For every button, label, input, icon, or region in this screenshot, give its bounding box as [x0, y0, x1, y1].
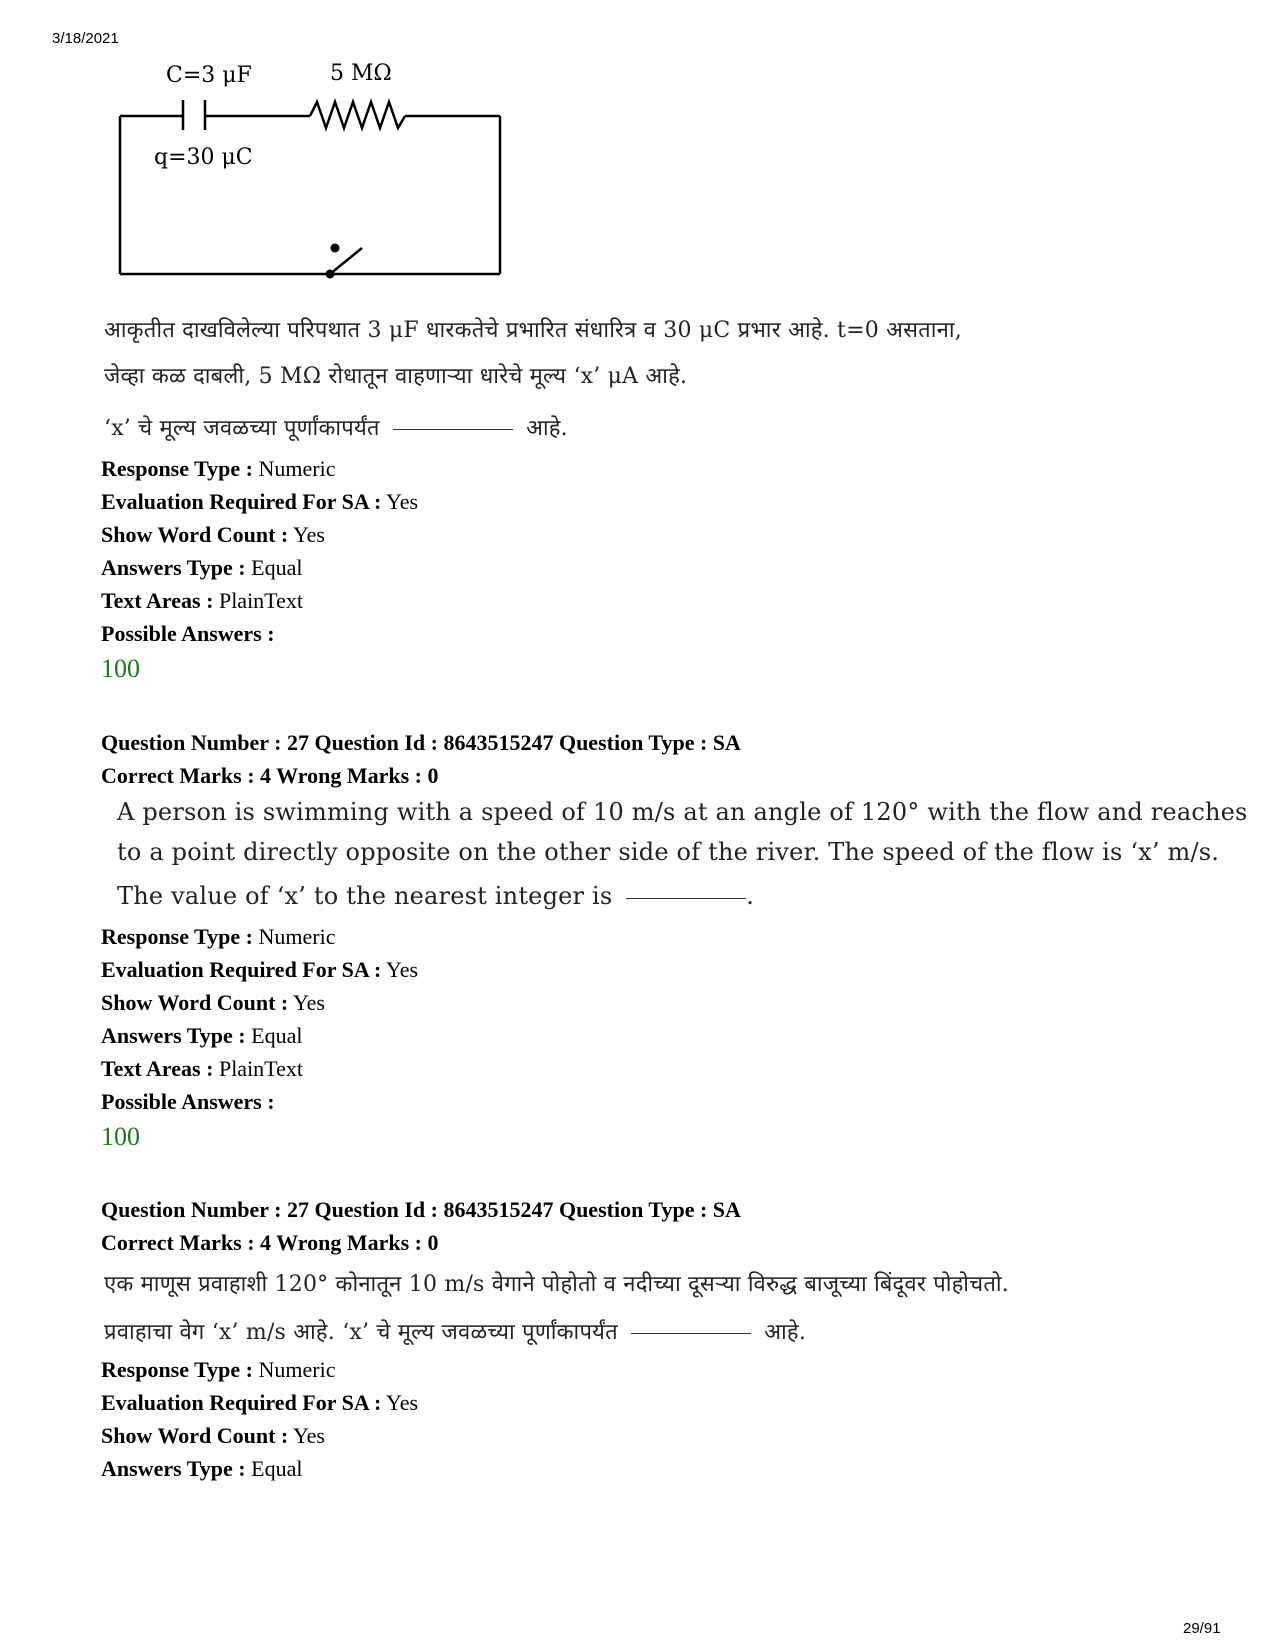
meta-value: Numeric	[252, 1357, 336, 1382]
question-text-marathi-q27	[104, 1262, 1194, 1356]
response-meta-q27-en	[101, 920, 418, 1156]
meta-row	[101, 551, 418, 584]
meta-key: Show Word Count :	[101, 522, 289, 547]
marks-line: Correct Marks : 4 Wrong Marks : 0	[101, 763, 439, 788]
meta-row	[101, 485, 418, 518]
meta-key: Show Word Count :	[101, 1423, 289, 1448]
meta-key: Evaluation Required For SA :	[101, 1390, 382, 1415]
meta-row	[101, 1019, 418, 1052]
capacitor-label: C=3 μF	[166, 63, 252, 88]
meta-value: PlainText	[213, 1056, 303, 1081]
meta-value: Yes	[381, 489, 419, 514]
marks-line: Correct Marks : 4 Wrong Marks : 0	[101, 1230, 439, 1255]
question-text-marathi-q26	[104, 308, 1194, 452]
meta-value: Yes	[381, 1390, 419, 1415]
question-line-start: ‘x’ चे मूल्य जवळच्या पूर्णांकापर्यंत	[104, 416, 380, 441]
meta-value: Equal	[245, 555, 303, 580]
meta-row	[101, 986, 418, 1019]
question-id-line: Question Number : 27 Question Id : 8643515247 Question Type : SA	[101, 730, 741, 755]
question-header-q27-mr	[101, 1193, 741, 1259]
response-meta-q27-mr	[101, 1353, 418, 1485]
answer-blank	[393, 428, 513, 430]
meta-key: Answers Type :	[101, 555, 246, 580]
page-number: 29/91	[1183, 1620, 1221, 1637]
question-line-end: आहे.	[526, 416, 568, 441]
answer-blank	[631, 1332, 751, 1334]
meta-key: Answers Type :	[101, 1023, 246, 1048]
meta-row	[101, 1052, 418, 1085]
charge-label: q=30 μC	[154, 145, 253, 170]
meta-value: Numeric	[252, 456, 336, 481]
question-line: A person is swimming with a speed of 10 m/s at an angle of 120° with the flow and reaches	[117, 798, 1248, 826]
meta-key: Response Type :	[101, 924, 253, 949]
question-line	[117, 876, 1207, 916]
meta-row	[101, 1452, 418, 1485]
meta-key: Response Type :	[101, 456, 253, 481]
meta-value: Yes	[288, 1423, 325, 1448]
meta-row	[101, 617, 418, 650]
question-line	[104, 406, 1194, 452]
question-text-english-q27	[117, 792, 1248, 916]
meta-row	[101, 1085, 418, 1118]
meta-row	[101, 452, 418, 485]
possible-answer: 100	[101, 654, 140, 683]
question-line: एक माणूस प्रवाहाशी 120° कोनातून 10 m/s वेगाने पोहोतो व नदीच्या दूसऱ्या विरुद्ध बाजूच्या बिंदूवर पोहोचतो.	[104, 1272, 1009, 1297]
question-line-start: प्रवाहाचा वेग ‘x’ m/s आहे. ‘x’ चे मूल्य जवळच्या पूर्णांकापर्यंत	[104, 1320, 618, 1345]
meta-value: Equal	[245, 1456, 303, 1481]
meta-value: PlainText	[213, 588, 303, 613]
meta-key: Text Areas :	[101, 588, 214, 613]
meta-key: Possible Answers :	[101, 621, 275, 646]
response-meta-q26	[101, 452, 418, 688]
question-line-start: The value of ‘x’ to the nearest integer is	[117, 882, 613, 910]
question-line-end: आहे.	[764, 1320, 807, 1345]
meta-key: Possible Answers :	[101, 1089, 275, 1114]
possible-answer: 100	[101, 1122, 140, 1151]
question-line: to a point directly opposite on the other side of the river. The speed of the flow is ‘x’ m/s.	[117, 838, 1220, 866]
rc-circuit-diagram	[108, 58, 528, 298]
question-id-line: Question Number : 27 Question Id : 8643515247 Question Type : SA	[101, 1197, 741, 1222]
meta-value: Yes	[381, 957, 419, 982]
meta-key: Evaluation Required For SA :	[101, 957, 382, 982]
print-date: 3/18/2021	[52, 30, 119, 47]
meta-value: Equal	[245, 1023, 303, 1048]
meta-row	[101, 1353, 418, 1386]
meta-key: Response Type :	[101, 1357, 253, 1382]
meta-value: Numeric	[252, 924, 336, 949]
question-line: जेव्हा कळ दाबली, 5 MΩ रोधातून वाहणाऱ्या धारेचे मूल्य ‘x’ μA आहे.	[104, 364, 688, 389]
question-line: आकृतीत दाखविलेल्या परिपथात 3 μF धारकतेचे प्रभारित संधारित्र व 30 μC प्रभार आहे. t=0 असताना,	[104, 318, 962, 343]
question-line-end: .	[746, 882, 755, 910]
meta-key: Answers Type :	[101, 1456, 246, 1481]
resistor-label: 5 MΩ	[330, 61, 392, 86]
meta-value: Yes	[288, 990, 325, 1015]
meta-value: Yes	[288, 522, 325, 547]
meta-row	[101, 1386, 418, 1419]
meta-row	[101, 584, 418, 617]
question-line	[104, 1310, 1194, 1356]
meta-key: Show Word Count :	[101, 990, 289, 1015]
answer-blank	[626, 897, 746, 899]
meta-key: Evaluation Required For SA :	[101, 489, 382, 514]
meta-row	[101, 920, 418, 953]
question-header-q27-en	[101, 726, 741, 792]
meta-row	[101, 953, 418, 986]
meta-row	[101, 1419, 418, 1452]
meta-row	[101, 518, 418, 551]
meta-key: Text Areas :	[101, 1056, 214, 1081]
